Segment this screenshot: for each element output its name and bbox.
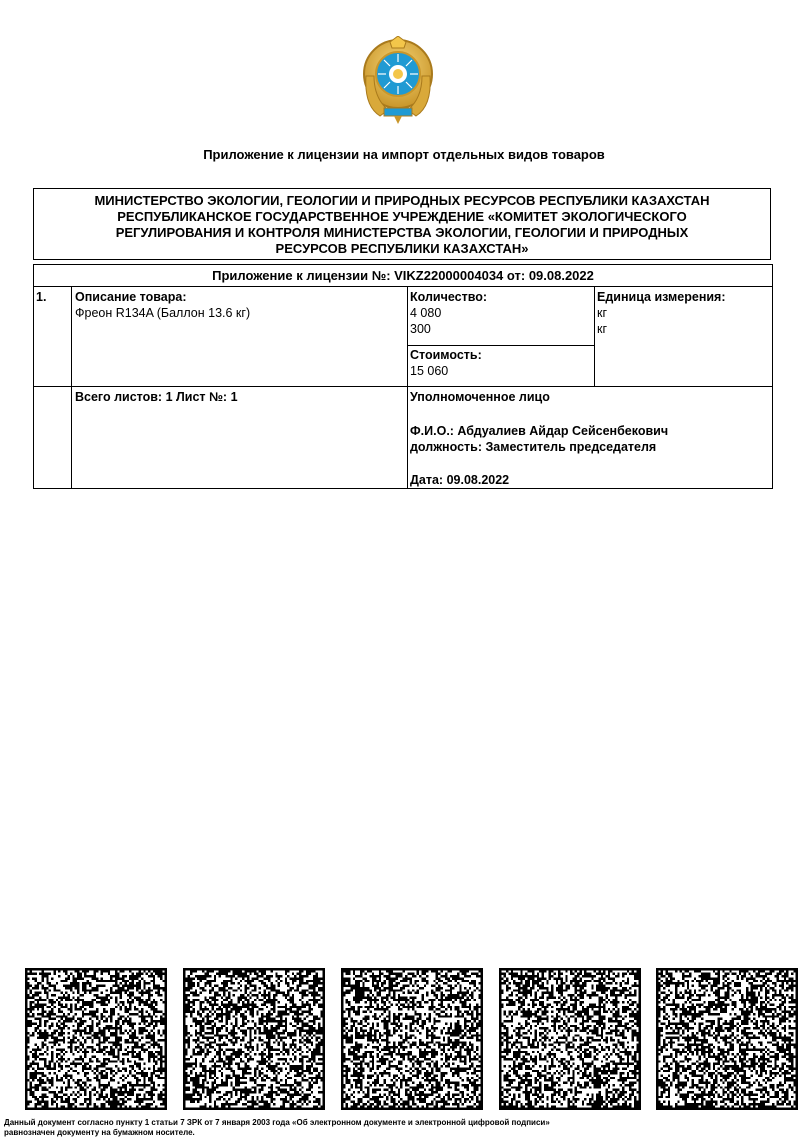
table-border: [33, 287, 34, 489]
authority-line: РЕГУЛИРОВАНИЯ И КОНТРОЛЯ МИНИСТЕРСТВА ЭКОЛОГИИ, ГЕОЛОГИИ И ПРИРОДНЫХ: [115, 225, 689, 240]
table-divider: [407, 345, 594, 346]
signer-position: должность: Заместитель председателя: [410, 440, 657, 454]
goods-table: [33, 287, 773, 489]
signer-name: Ф.И.О.: Абдуалиев Айдар Сейсенбекович: [410, 424, 669, 438]
table-divider: [33, 386, 773, 387]
authorized-person-label: Уполномоченное лицо: [410, 390, 550, 404]
table-divider: [407, 287, 408, 489]
quantity-value: 300: [410, 322, 431, 336]
item-number: 1.: [36, 290, 47, 304]
kazakhstan-state-emblem-icon: [360, 36, 436, 124]
unit-label: Единица измерения:: [597, 290, 726, 304]
legal-footer: [4, 1118, 550, 1138]
authority-line: РЕСУРСОВ РЕСПУБЛИКИ КАЗАХСТАН»: [275, 241, 529, 256]
license-number-line: Приложение к лицензии №: VIKZ22000004034 от: 09.08.2022: [33, 264, 773, 287]
qr-code-icon: [499, 968, 641, 1110]
unit-value: кг: [597, 322, 608, 336]
authority-line: РЕСПУБЛИКАНСКОЕ ГОСУДАРСТВЕННОЕ УЧРЕЖДЕНИЕ «КОМИТЕТ ЭКОЛОГИЧЕСКОГО: [117, 209, 687, 224]
table-divider: [594, 287, 595, 386]
qr-code-icon: [183, 968, 325, 1110]
footer-line: равнозначен документу на бумажном носителе.: [4, 1128, 195, 1137]
cost-label: Стоимость:: [410, 348, 482, 362]
qr-code-icon: [341, 968, 483, 1110]
sheets-info: Всего листов: 1 Лист №: 1: [75, 390, 238, 404]
table-divider: [71, 287, 72, 489]
qr-code-icon: [656, 968, 798, 1110]
issuing-authority-box: [33, 188, 771, 260]
table-border: [772, 287, 773, 489]
table-border: [33, 488, 773, 489]
authority-line: МИНИСТЕРСТВО ЭКОЛОГИИ, ГЕОЛОГИИ И ПРИРОДНЫХ РЕСУРСОВ РЕСПУБЛИКИ КАЗАХСТАН: [94, 193, 710, 208]
unit-value: кг: [597, 306, 608, 320]
description-value: Фреон R134A (Баллон 13.6 кг): [75, 306, 251, 320]
signature-date: Дата: 09.08.2022: [410, 473, 510, 487]
quantity-value: 4 080: [410, 306, 442, 320]
quantity-label: Количество:: [410, 290, 488, 304]
qr-code-icon: [25, 968, 167, 1110]
description-label: Описание товара:: [75, 290, 187, 304]
footer-line: Данный документ согласно пункту 1 статьи 7 ЗРК от 7 января 2003 года «Об электронном документе и электронной цифровой подписи»: [4, 1118, 550, 1127]
document-title: Приложение к лицензии на импорт отдельных видов товаров: [203, 147, 605, 162]
cost-value: 15 060: [410, 364, 449, 378]
